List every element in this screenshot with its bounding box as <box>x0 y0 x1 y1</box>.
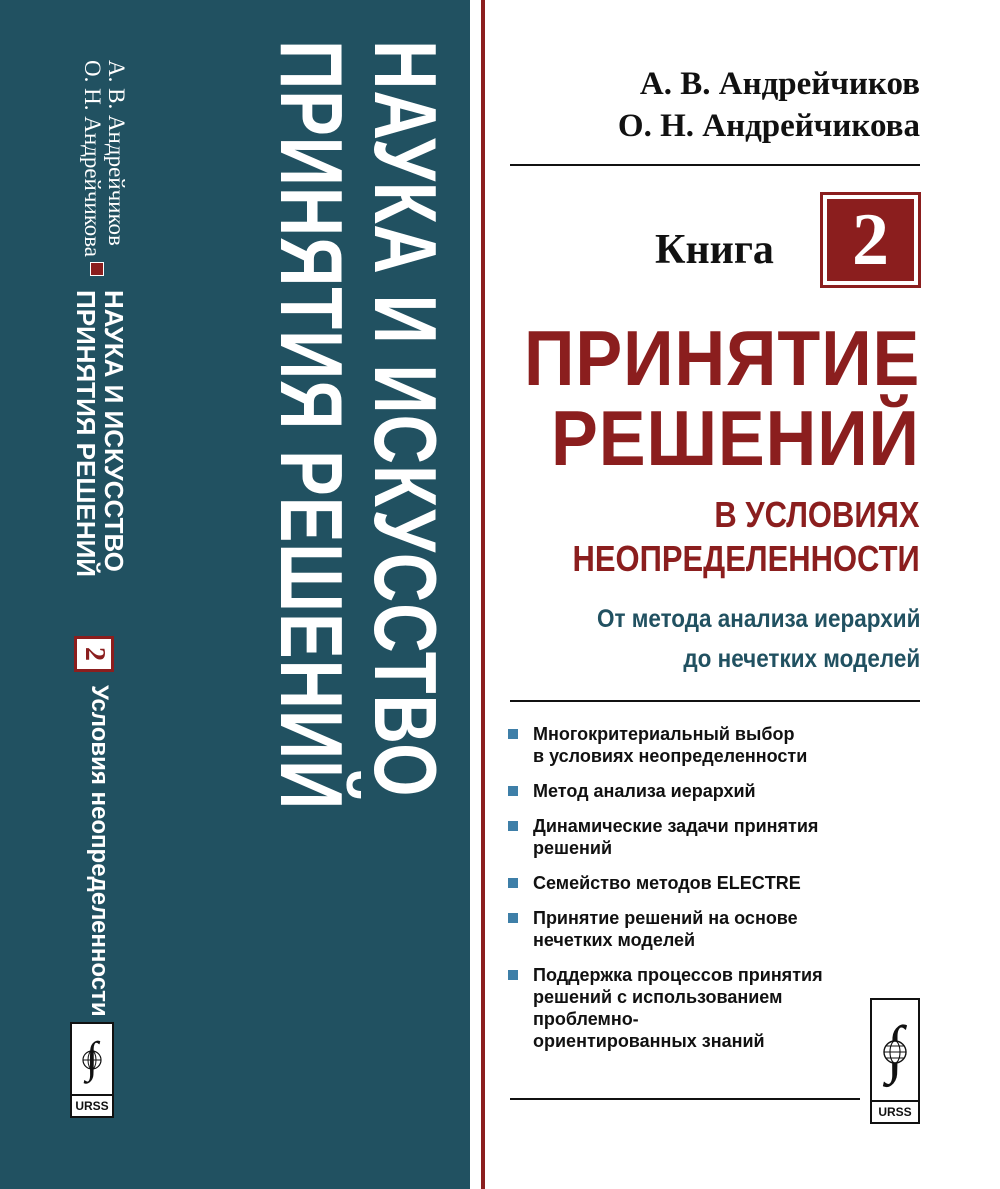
globe-icon <box>72 1024 112 1096</box>
spine-publisher-logo <box>70 1022 114 1118</box>
front-author-1: А. В. Андрейчиков <box>639 66 920 102</box>
bullet-square-icon <box>508 821 518 831</box>
spine-series-title <box>72 290 128 577</box>
list-item: Метод анализа иерархий <box>508 780 888 802</box>
svg-text:∫: ∫ <box>85 1033 99 1082</box>
spine-divider <box>470 0 481 1189</box>
front-author-2: О. Н. Андрейчикова <box>617 108 920 144</box>
title-line-4: НЕОПРЕДЕЛЕННОСТИ <box>572 538 920 579</box>
divider-top <box>510 164 920 166</box>
subtitle-line-2: до нечетких моделей <box>683 645 920 673</box>
bullet-square-icon <box>508 878 518 888</box>
divider-middle <box>510 700 920 702</box>
spine-author-1: А. В. Андрейчиков <box>104 60 129 246</box>
title-line-1: ПРИНЯТИЕ <box>523 314 920 402</box>
title-line-3: В УСЛОВИЯХ <box>714 494 920 535</box>
spine-title-line1: НАУКА И ИСКУССТВО <box>356 40 455 798</box>
list-item: Многокритериальный выбор в условиях неопределенности <box>508 723 888 767</box>
subtitle-line-1: От метода анализа иерархий <box>596 605 920 633</box>
bullet-square-icon <box>508 786 518 796</box>
spine-separator-square <box>90 262 104 276</box>
globe-icon <box>872 1000 918 1102</box>
book-spine <box>0 0 470 1189</box>
front-publisher-label: URSS <box>878 1105 912 1119</box>
list-item: Семейство методов ELECTRE <box>508 872 888 894</box>
front-publisher-logo <box>870 998 920 1124</box>
list-item: Принятие решений на основе нечетких моделей <box>508 907 888 951</box>
spine-author-2: О. Н. Андрейчикова <box>80 60 105 258</box>
bullet-square-icon <box>508 729 518 739</box>
spine-series-line1: НАУКА И ИСКУССТВО <box>99 290 129 572</box>
bullet-square-icon <box>508 970 518 980</box>
spine-volume-title: Условия неопределенности <box>86 685 113 1017</box>
book-number-box <box>820 192 921 288</box>
book-label: Книга <box>655 227 774 273</box>
spine-title <box>262 40 455 1150</box>
spine-book-number: 2 <box>74 636 114 672</box>
title-line-2: РЕШЕНИЙ <box>551 394 920 482</box>
spine-publisher-label: URSS <box>75 1099 109 1113</box>
bullet-square-icon <box>508 913 518 923</box>
spine-title-line2: ПРИНЯТИЯ РЕШЕНИЙ <box>262 40 361 811</box>
feature-list <box>508 723 888 1065</box>
book-number: 2 <box>827 199 914 281</box>
list-item: Поддержка процессов принятия решений с использованием проблемно- ориентированных знаний <box>508 964 888 1052</box>
spine-authors <box>80 60 128 257</box>
divider-bottom <box>510 1098 860 1100</box>
spine-series-line2: ПРИНЯТИЯ РЕШЕНИЙ <box>71 290 101 577</box>
list-item: Динамические задачи принятия решений <box>508 815 888 859</box>
